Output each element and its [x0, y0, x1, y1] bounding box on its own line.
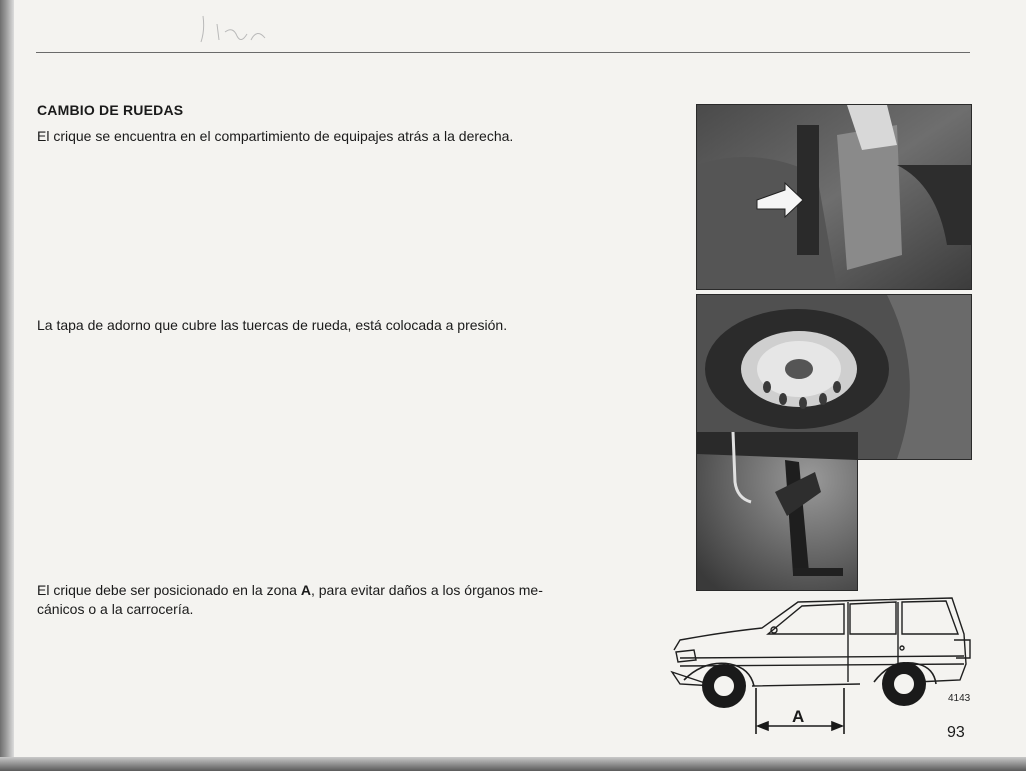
header-rule [36, 52, 970, 53]
jack-position-paragraph [37, 581, 597, 619]
hubcap-paragraph: La tapa de adorno que cubre las tuercas de rueda, está colocada a presión. [37, 317, 508, 333]
section-heading: CAMBIO DE RUEDAS [37, 102, 184, 118]
page-number: 93 [947, 724, 965, 741]
zone-a-label: A [792, 707, 805, 726]
zone-a-bold: A [300, 582, 311, 598]
jack-under-car-photo [696, 432, 858, 591]
pencil-scribble-mark [195, 10, 285, 50]
jack-location-paragraph: El crique se encuentra en el compartimiento de equipajes atrás a la derecha. [37, 128, 514, 144]
jack-position-text-c: cánicos o a la carrocería. [37, 601, 194, 617]
scan-bottom-edge [0, 757, 1026, 771]
trunk-jack-photo [696, 104, 972, 290]
jack-position-text-b: , para evitar daños a los órganos me- [310, 582, 543, 598]
binding-shadow [0, 0, 14, 771]
figure-number: 4143 [948, 693, 971, 704]
jack-position-text-a: El crique debe ser posicionado en la zona [37, 582, 301, 598]
car-zone-diagram [664, 594, 976, 739]
